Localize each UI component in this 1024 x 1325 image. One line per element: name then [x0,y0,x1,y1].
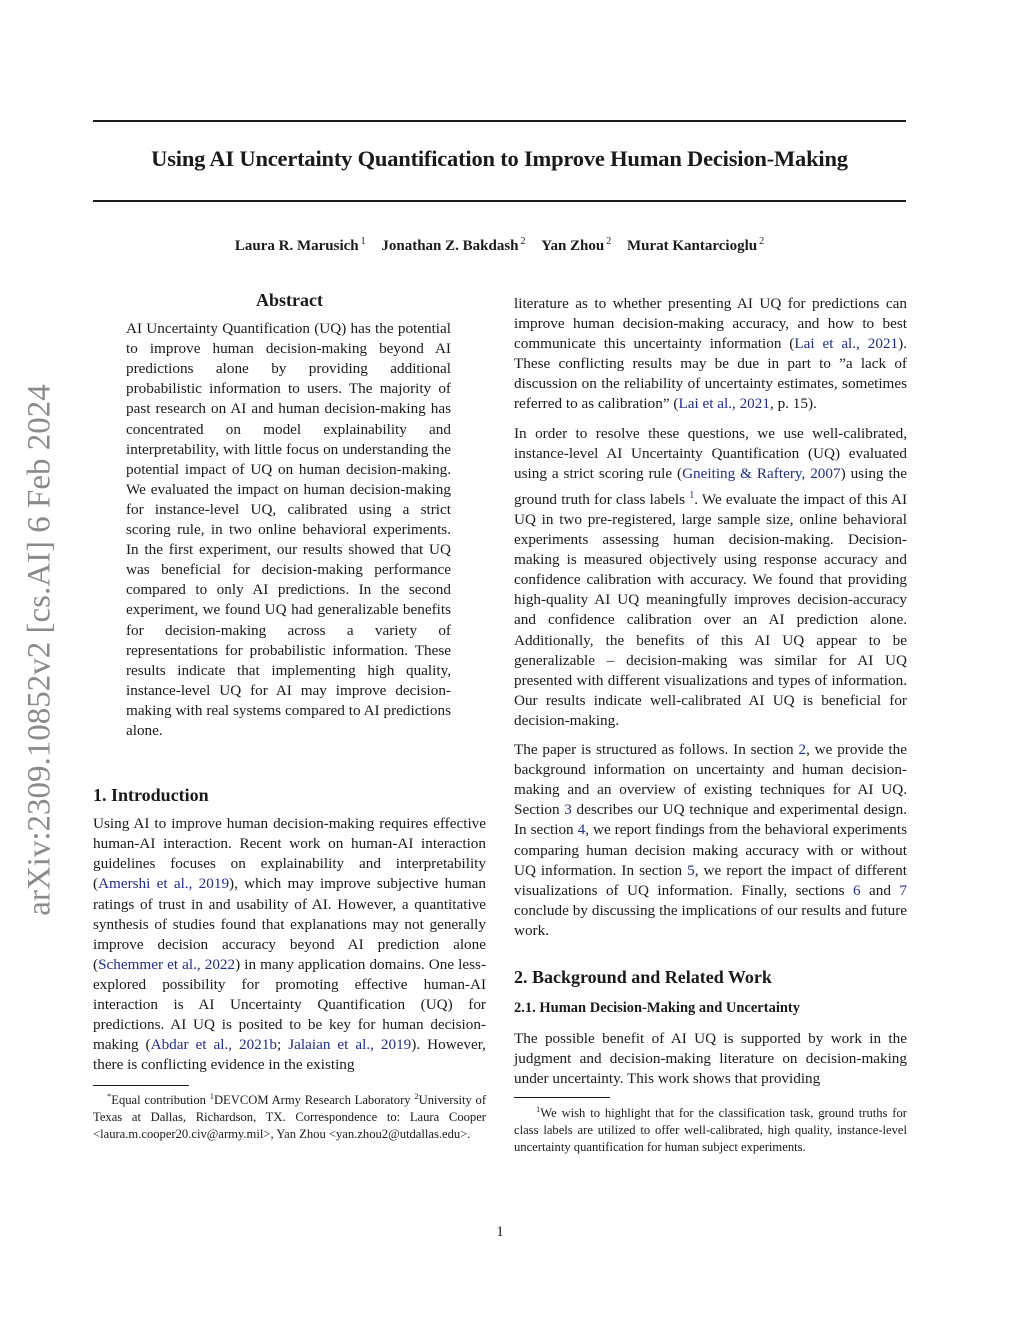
abstract-text: AI Uncertainty Quantification (UQ) has the potential to improve human decision-making beyond AI predictions alone by providing additional probabilistic information to users. The majority of past research on AI and human decision-making has concentrated on model explainability and interpretability, with little focus on understanding the potential impact of UQ on human decision-making. We evaluated the impact on human decision-making for instance-level UQ, calibrated using a strict scoring rule, in two online behavioral experiments. In the first experiment, our results showed that UQ was beneficial for decision-making performance compared to only AI predictions. In the second experiment, we found UQ had generalizable benefits for decision-making across a variety of representations for probabilistic information. These results indicate that implementing high quality, instance-level UQ for AI may improve decision-making with real systems compared to AI predictions alone. [126,320,451,739]
citation-link[interactable]: Jalaian et al., 2019 [288,1036,412,1054]
footnote-mark: 1 [536,1104,541,1115]
text-run: ). These conflicting results may be due in part to ”a lack of discussion on the reliability of uncertainty estimates, sometimes referred to as calibration” ( [514,335,907,413]
section-ref-link[interactable]: 4 [577,821,586,839]
body-paragraph [514,294,907,415]
text-run: ). However, there is conflicting evidence in the existing [93,1036,486,1074]
author [381,238,525,254]
author-list [93,236,906,255]
footnote-mark: * [107,1091,112,1102]
text-run: In order to resolve these questions, we use well-calibrated, instance-level AI Uncertainty Quantification (UQ) evaluated using a strict scoring rule ( [514,424,907,482]
footnote-text: Equal contribution [111,1093,210,1108]
subsection-heading: 2.1. Human Decision-Making and Uncertainty [514,1000,800,1017]
text-run: ), which may improve subjective human ratings of trust in and usability of AI. However, a quantitative synthesis of studies found that explanations may not generally improve decision accuracy beyond AI prediction alone ( [93,875,486,973]
text-run: ) using the ground truth for class labels [514,464,907,508]
author-affiliation-mark: 2 [606,236,612,247]
author-name: Laura R. Marusich [234,238,359,254]
body-paragraph [514,424,907,731]
text-run: describes our UQ technique and experimental design. In section [514,801,907,839]
text-run: , we provide the background information on uncertainty and human decision-making and an overview of existing techniques for AI UQ. Section [514,741,907,819]
affiliation-footnote [93,1088,486,1142]
citation-link[interactable]: Lai et al., 2021 [678,395,770,413]
arxiv-stamp: arXiv:2309.10852v2 [cs.AI] 6 Feb 2024 [21,384,58,916]
citation-link[interactable]: Amershi et al., 2019 [98,875,230,893]
footnote-rule [514,1097,610,1098]
page-number: 1 [496,1224,504,1240]
section-ref-link[interactable]: 5 [687,861,695,879]
section-heading-introduction: 1. Introduction [93,785,209,806]
author-name: Murat Kantarcioglu [626,238,758,254]
text-run: ) in many application domains. One less-explored possibility for promoting effective human-AI interaction is AI Uncertainty Quantification (UQ) for predictions. AI UQ is posited to be key for human decision-making ( [93,955,486,1054]
text-run: , we report findings from the behavioral experiments comparing human decision making accuracy with or without UQ information. In section [514,821,907,879]
intro-paragraph [93,814,486,1075]
text-run: ; [277,1036,289,1054]
citation-link[interactable]: Abdar et al., 2021b [150,1036,278,1054]
text-run: The paper is structured as follows. In section [514,741,799,759]
section-ref-link[interactable]: 7 [899,881,907,899]
footnote-text: University of Texas at Dallas, Richardson, TX. Correspondence to: Laura Cooper <laura.m.cooper20.civ@army.mil>, Yan Zhou <yan.zhou2@utdallas.edu>. [93,1093,487,1141]
paper-title: Using AI Uncertainty Quantification to Improve Human Decision-Making [151,146,848,171]
left-column [93,290,486,1142]
citation-link[interactable]: Schemmer et al., 2022 [98,955,236,973]
section-ref-link[interactable]: 2 [798,741,807,759]
section-ref-link[interactable]: 3 [564,801,572,819]
text-run: conclude by discussing the implications of our results and future work. [514,901,907,939]
section-ref-link[interactable]: 6 [853,881,861,899]
text-run: , p. 15). [769,395,817,413]
footnote-mark: 1 [209,1091,214,1102]
text-run: literature as to whether presenting AI UQ for predictions can improve human decision-making accuracy, and how to best communicate this uncertainty information ( [514,295,907,353]
abstract-heading: Abstract [256,290,323,310]
text-run: Using AI to improve human decision-making requires effective human-AI interaction. Recent work on human-AI interaction guidelines focuses on explainability and interpretability ( [93,815,486,893]
text-run: and [860,881,900,899]
footnote-text: DEVCOM Army Research Laboratory [213,1093,415,1108]
footnote-mark: 2 [414,1091,419,1102]
body-paragraph: The possible benefit of AI UQ is supported by work in the judgment and decision-making literature on decision-making under uncertainty. This work shows that providing [514,1030,907,1088]
footnote-ref-link[interactable]: 1 [689,489,695,501]
footnote-rule [93,1085,189,1086]
author-affiliation-mark: 2 [759,236,765,247]
author-name: Yan Zhou [541,238,605,254]
citation-link[interactable]: Gneiting & Raftery, 2007 [682,464,841,482]
author [541,238,611,254]
title-bottom-rule [93,200,906,202]
author-name: Jonathan Z. Bakdash [381,238,519,254]
citation-link[interactable]: Lai et al., 2021 [794,335,899,353]
author [235,238,366,254]
section-heading-background: 2. Background and Related Work [514,966,772,987]
title-top-rule [93,120,906,122]
author-affiliation-mark: 2 [520,236,526,247]
author-affiliation-mark: 1 [360,236,366,247]
body-paragraph [514,740,907,941]
footnote [514,1101,907,1155]
author [627,238,764,254]
footnote-text: We wish to highlight that for the classification task, ground truths for class labels are utilized to offer well-calibrated, high quality, instance-level uncertainty quantification for human subject experiments. [514,1106,907,1154]
text-run: . We evaluate the impact of this AI UQ in two pre-registered, large sample size, online behavioral experiments assessing human decision-making. Decision-making is measured objectively using response accuracy and confidence calibration with accuracy. We found that providing high-quality AI UQ meaningfully improves decision-accuracy and confidence calibration over an AI prediction alone. Additionally, the benefits of this AI UQ appear to be generalizable – decision-making was similar for AI UQ presented with different visualizations and types of information. Our results indicate well-calibrated AI UQ is beneficial for decision-making. [514,490,907,729]
text-run: , we report the impact of different visualizations of UQ information. Finally, sections [514,861,908,899]
right-column [514,294,907,1155]
